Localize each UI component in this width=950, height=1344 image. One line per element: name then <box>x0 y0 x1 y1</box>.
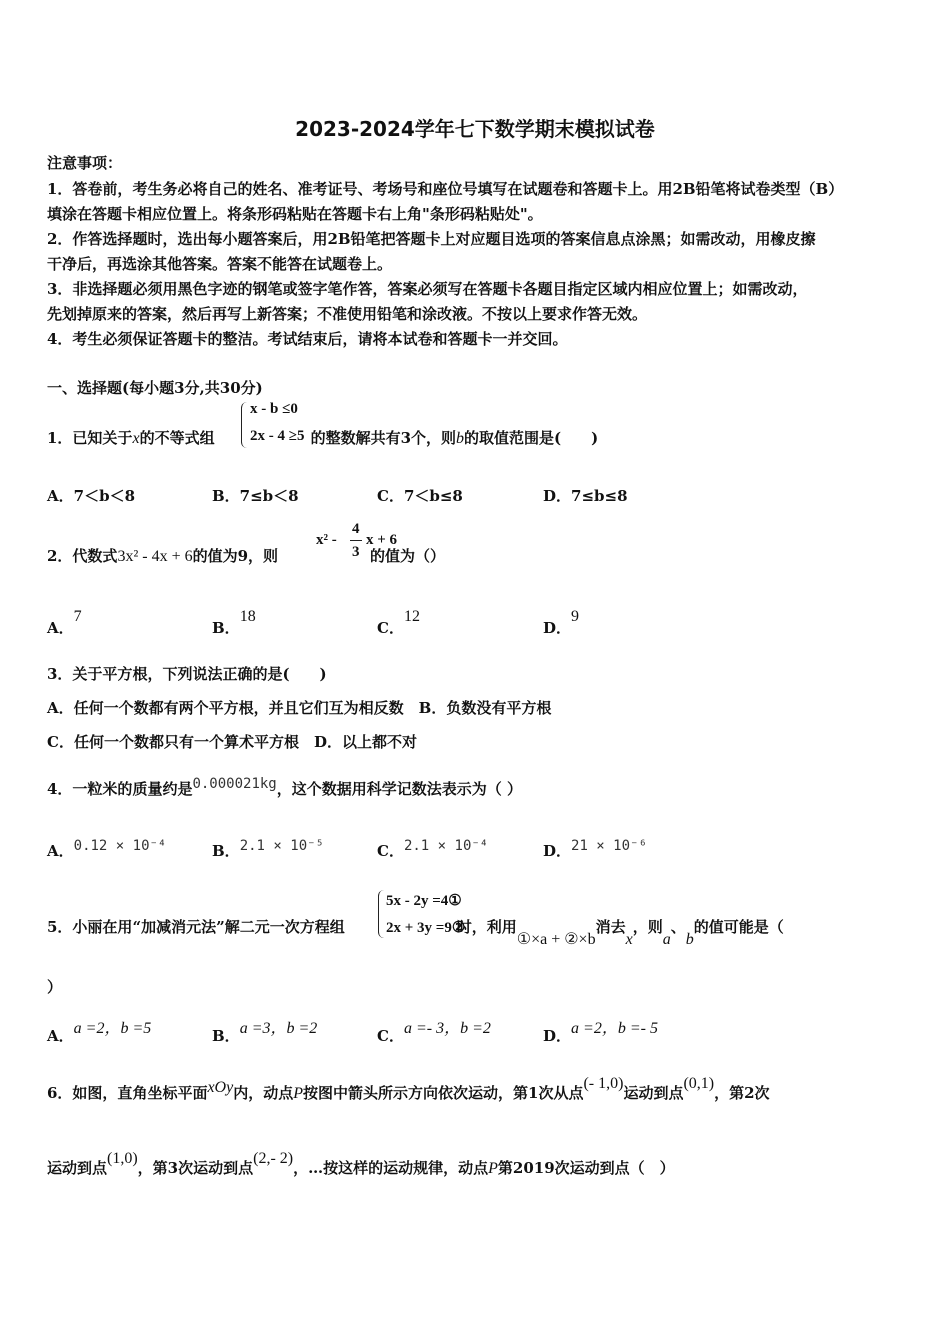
question-1-stem: 1．已知关于x的不等式组 的整数解共有3个，则b的取值范围是( ) <box>47 429 599 447</box>
option-a: A．a =2，b =5 <box>47 1020 152 1045</box>
option-d: D．7≤b≤8 <box>543 487 628 505</box>
question-3-options-row1: A．任何一个数都有两个平方根，并且它们互为相反数 B．负数没有平方根 <box>47 699 552 717</box>
closing-paren: ） <box>47 978 63 996</box>
notice-line: 干净后，再选涂其他答案。答案不能答在试题卷上。 <box>47 255 393 273</box>
option-c: C．7＜b≤8 <box>377 487 463 505</box>
question-5-stem: 5．小丽在用“加减消元法”解二元一次方程组 时，利用①×a + ②×b消去x，则a、b的值可能是（ <box>47 918 784 948</box>
notice-heading: 注意事项： <box>47 154 123 172</box>
question-3-options-row2: C．任何一个数都只有一个算术平方根 D．以上都不对 <box>47 733 417 751</box>
option-b: B．a =3，b =2 <box>212 1020 318 1045</box>
section-heading: 一、选择题(每小题3分,共30分) <box>47 379 263 397</box>
notice-line: 2．作答选择题时，选出每小题答案后，用2B铅笔把答题卡上对应题目选项的答案信息点涂黑；如需改动，用橡皮擦 <box>47 230 816 248</box>
equation-1: 5x - 2y =4① <box>386 893 462 909</box>
option-a: A．7＜b＜8 <box>47 487 136 505</box>
option-c: C．12 <box>377 608 420 637</box>
expression-part: x² - <box>316 532 337 548</box>
equation-2: 2x + 3y =9② <box>386 920 466 936</box>
system-brace <box>378 890 385 938</box>
option-b: B．7≤b＜8 <box>212 487 299 505</box>
fraction-numerator: 4 <box>352 521 360 537</box>
fraction-denominator: 3 <box>352 544 360 560</box>
question-6-stem-line1: 6．如图，直角坐标平面xOy内，动点P按图中箭头所示方向依次运动，第1次从点(- 1,0)运动到点(0,1)，第2次 <box>47 1075 770 1102</box>
option-d: D．9 <box>543 608 580 637</box>
system-brace <box>241 402 248 448</box>
option-c: C．2.1 × 10⁻⁴ <box>377 838 489 860</box>
option-b: B．18 <box>212 608 256 637</box>
page-title: 2023-2024学年七下数学期末模拟试卷 <box>295 117 655 141</box>
question-2-stem: 2．代数式3x² - 4x + 6的值为9，则 的值为（） <box>47 547 446 565</box>
notice-line: 4．考生必须保证答题卡的整洁。考试结束后，请将本试卷和答题卡一并交回。 <box>47 330 568 348</box>
option-d: D．21 × 10⁻⁶ <box>543 838 647 860</box>
option-b: B．2.1 × 10⁻⁵ <box>212 838 324 860</box>
option-a: A．0.12 × 10⁻⁴ <box>47 838 167 860</box>
notice-line: 填涂在答题卡相应位置上。将条形码粘贴在答题卡右上角"条形码粘贴处"。 <box>47 205 543 223</box>
option-d: D．a =2，b =- 5 <box>543 1020 658 1045</box>
fraction-bar <box>350 540 362 541</box>
notice-line: 先划掉原来的答案，然后再写上新答案；不准使用铅笔和涂改液。不按以上要求作答无效。 <box>47 305 648 323</box>
question-4-stem: 4．一粒米的质量约是0.000021kg，这个数据用科学记数法表示为（ ） <box>47 776 522 798</box>
question-3-stem: 3．关于平方根，下列说法正确的是( ) <box>47 665 327 683</box>
inequality-1: x - b ≤0 <box>250 401 298 417</box>
notice-line: 3．非选择题必须用黑色字迹的钢笔或签字笔作答，答案必须写在答题卡各题目指定区域内相应位置上；如需改动， <box>47 280 808 298</box>
notice-line: 1．答卷前，考生务必将自己的姓名、准考证号、考场号和座位号填写在试题卷和答题卡上。用2B铅笔将试卷类型（B） <box>47 180 844 198</box>
expression-part: x + 6 <box>366 532 398 548</box>
option-c: C．a =- 3，b =2 <box>377 1020 491 1045</box>
option-a: A．7 <box>47 608 82 637</box>
question-6-stem-line2: 运动到点(1,0)，第3次运动到点(2,- 2)，…按这样的运动规律，动点P第2019次运动到点（ ） <box>47 1150 675 1177</box>
inequality-2: 2x - 4 ≥5 <box>250 428 305 444</box>
